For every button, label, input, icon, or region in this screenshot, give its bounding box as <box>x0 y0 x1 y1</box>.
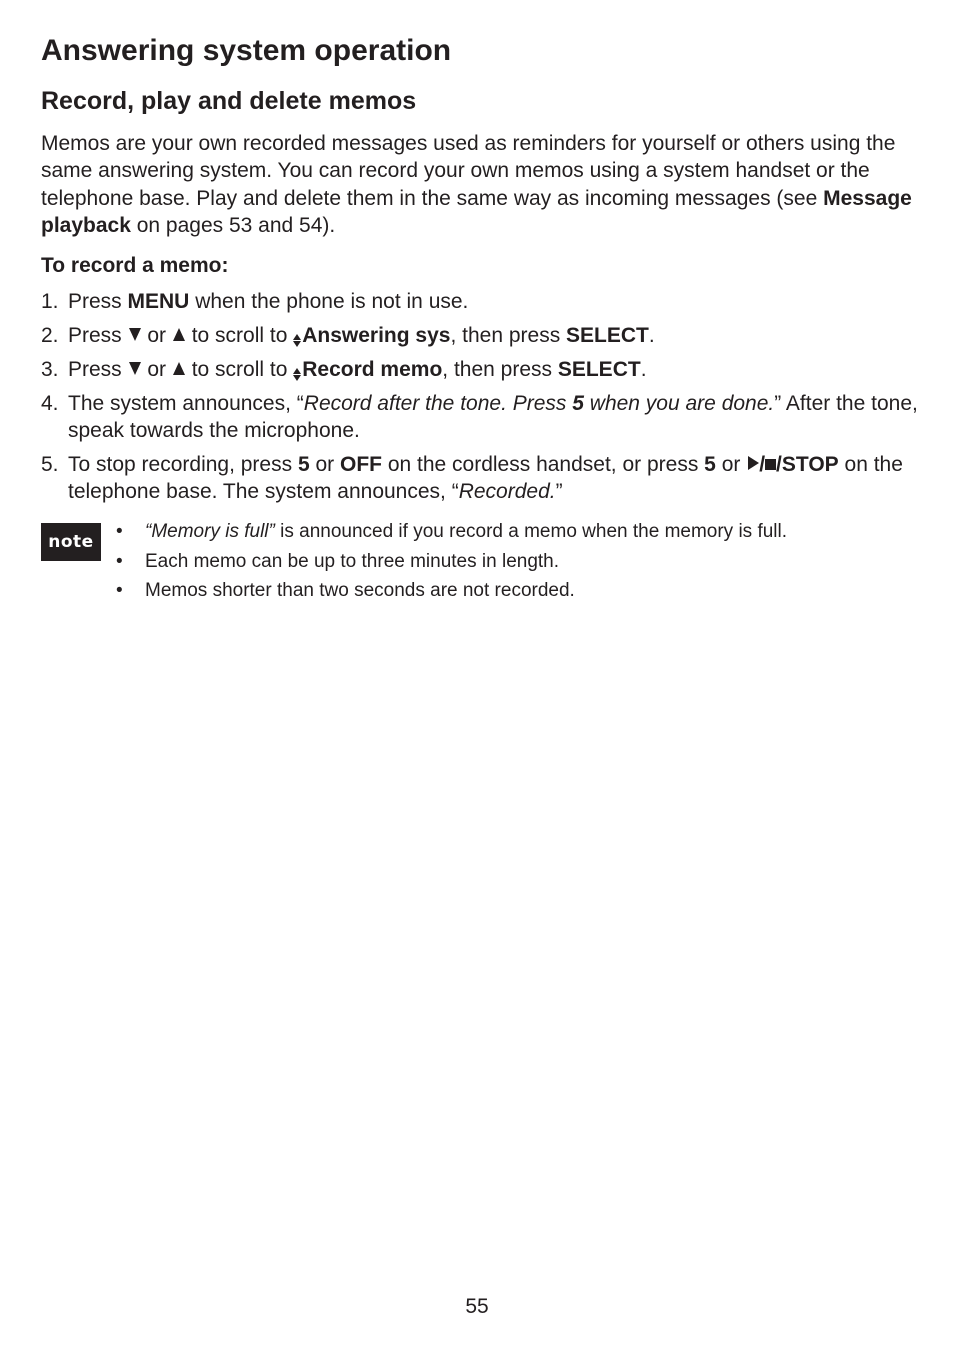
step-text-part: to scroll to <box>185 324 294 347</box>
note-item <box>116 517 916 547</box>
announcement-text: when you are done. <box>583 392 775 415</box>
step-text-part: on the telephone base. The system announces, “ <box>68 453 903 504</box>
key-separator: / <box>759 453 766 476</box>
bullet-icon: • <box>116 550 123 572</box>
scroll-updown-icon <box>293 334 301 347</box>
step-text-part: Press <box>68 290 128 313</box>
page-title: Answering system operation <box>41 34 452 67</box>
stop-icon <box>765 459 776 470</box>
scroll-updown-icon <box>293 368 301 381</box>
note-italic-text: “Memory is full” <box>145 521 275 542</box>
step-text-part: , then press <box>450 324 567 347</box>
step-text <box>68 288 923 315</box>
step-number: 1. <box>41 290 59 313</box>
notes-list <box>116 517 916 606</box>
step-text-part: when the phone is not in use. <box>189 290 469 313</box>
intro-paragraph <box>41 130 921 239</box>
step-number: 2. <box>41 324 59 347</box>
up-arrow-icon <box>173 362 185 375</box>
step-text <box>68 322 923 349</box>
step-text-part: ” After the tone, speak towards the microphone. <box>68 392 918 443</box>
step-text-part: Press <box>68 358 128 381</box>
step-number: 4. <box>41 392 59 415</box>
key-5-label: 5 <box>572 392 584 415</box>
page-number: 55 <box>465 1295 489 1318</box>
menu-key-label: MENU <box>127 290 190 313</box>
note-text: Memos shorter than two seconds are not recorded. <box>145 580 575 601</box>
step-text-part: or <box>309 453 340 476</box>
step-text-part: ” <box>555 480 563 504</box>
note-item <box>116 547 916 577</box>
step-text-part: The system announces, “ <box>68 392 304 415</box>
step-text <box>68 356 923 383</box>
menu-option-record-memo: Record memo <box>302 358 443 381</box>
intro-text-2: on pages 53 and 54). <box>130 213 336 237</box>
step-text-part: . <box>640 358 647 381</box>
step-text-part: on the cordless handset, or press <box>381 453 705 476</box>
note-badge: note <box>41 523 101 561</box>
step-text-part: or <box>141 324 172 347</box>
down-arrow-icon <box>129 362 141 375</box>
step-text-part: or <box>141 358 172 381</box>
message-playback-reference: Message playback <box>41 186 912 237</box>
key-5-label: 5 <box>297 453 310 476</box>
intro-text-1: Memos are your own recorded messages used as reminders for yourself or others using the same answering system. You can record your own memos using a system handset or the telephone base. Play and delete them in the same way as incoming messages (see <box>41 132 896 210</box>
step-text-part: Press <box>68 324 128 347</box>
step-number: 5. <box>41 453 59 476</box>
note-item <box>116 576 916 606</box>
step-text-part: . <box>648 324 655 347</box>
announcement-text: Record after the tone. Press <box>303 392 573 415</box>
stop-key-label: /STOP <box>776 453 839 476</box>
step-text-part: to scroll to <box>185 358 294 381</box>
announcement-text: Recorded. <box>458 480 556 504</box>
note-text: is announced if you record a memo when the memory is full. <box>274 521 788 542</box>
step-text <box>68 390 923 445</box>
key-5-label: 5 <box>704 453 716 476</box>
menu-option-answering-sys: Answering sys <box>302 324 451 347</box>
bullet-icon: • <box>116 580 123 601</box>
play-icon <box>748 456 759 470</box>
step-text <box>68 451 923 506</box>
bullet-icon: • <box>116 521 123 542</box>
step-text-part: , then press <box>442 358 558 381</box>
step-text-part: or <box>715 453 747 476</box>
up-arrow-icon <box>173 328 185 341</box>
note-text: Each memo can be up to three minutes in length. <box>145 550 560 572</box>
step-number: 3. <box>41 358 59 381</box>
off-key-label: OFF <box>339 453 382 476</box>
down-arrow-icon <box>129 328 141 341</box>
procedure-heading: To record a memo: <box>41 254 229 277</box>
section-title: Record, play and delete memos <box>41 87 417 115</box>
select-key-label: SELECT <box>557 358 641 381</box>
step-text-part: To stop recording, press <box>68 453 298 476</box>
select-key-label: SELECT <box>566 324 649 347</box>
